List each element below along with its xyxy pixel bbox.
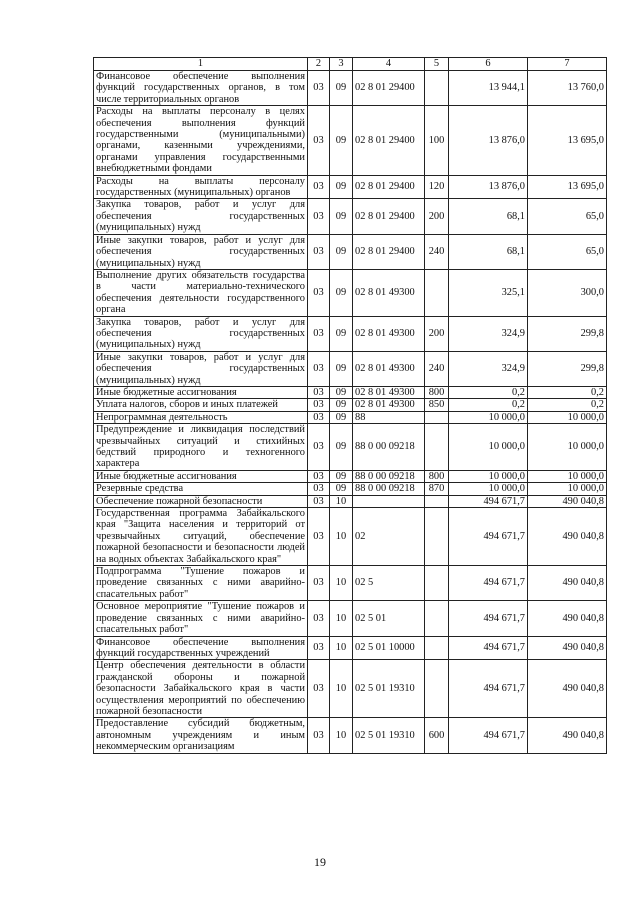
row-amount-year1: 494 671,7 bbox=[449, 660, 528, 718]
col-header-4: 4 bbox=[353, 58, 425, 71]
row-section: 03 bbox=[308, 316, 330, 351]
row-section: 03 bbox=[308, 269, 330, 316]
row-subsection: 09 bbox=[330, 106, 353, 175]
row-section: 03 bbox=[308, 718, 330, 753]
row-amount-year1: 68,1 bbox=[449, 199, 528, 234]
row-amount-year1: 10 000,0 bbox=[449, 470, 528, 482]
row-name: Государственная программа Забайкальского края "Защита населения и территорий от чрезвычайных ситуаций, обеспечение пожарной безопасности и безопасности людей на водных объектах Забайкальского края" bbox=[94, 508, 308, 566]
row-name: Резервные средства bbox=[94, 483, 308, 495]
row-section: 03 bbox=[308, 399, 330, 411]
row-section: 03 bbox=[308, 495, 330, 507]
row-target-code: 02 5 01 19310 bbox=[353, 718, 425, 753]
table-row bbox=[94, 470, 607, 482]
row-target-code: 02 8 01 29400 bbox=[353, 234, 425, 269]
row-subsection: 10 bbox=[330, 636, 353, 660]
row-subsection: 09 bbox=[330, 234, 353, 269]
row-amount-year2: 299,8 bbox=[528, 351, 607, 386]
row-amount-year2: 10 000,0 bbox=[528, 411, 607, 423]
row-expense-type bbox=[425, 424, 449, 471]
table-row bbox=[94, 566, 607, 601]
row-section: 03 bbox=[308, 508, 330, 566]
row-target-code: 02 8 01 29400 bbox=[353, 71, 425, 106]
row-name: Расходы на выплаты персоналу государственных (муниципальных) органов bbox=[94, 175, 308, 199]
row-subsection: 09 bbox=[330, 411, 353, 423]
table-row bbox=[94, 175, 607, 199]
row-target-code: 88 0 00 09218 bbox=[353, 424, 425, 471]
row-name: Иные бюджетные ассигнования bbox=[94, 386, 308, 398]
row-name: Иные закупки товаров, работ и услуг для обеспечения государственных (муниципальных) нужд bbox=[94, 234, 308, 269]
row-subsection: 09 bbox=[330, 269, 353, 316]
row-target-code: 02 8 01 49300 bbox=[353, 399, 425, 411]
row-name: Закупка товаров, работ и услуг для обеспечения государственных (муниципальных) нужд bbox=[94, 199, 308, 234]
row-name: Уплата налогов, сборов и иных платежей bbox=[94, 399, 308, 411]
row-amount-year1: 10 000,0 bbox=[449, 483, 528, 495]
row-subsection: 09 bbox=[330, 424, 353, 471]
row-subsection: 09 bbox=[330, 386, 353, 398]
row-expense-type bbox=[425, 566, 449, 601]
row-name: Центр обеспечения деятельности в области гражданской обороны и пожарной безопасности Забайкальского края в части осуществления мероприятий по обеспечению пожарной безопасности bbox=[94, 660, 308, 718]
table-row bbox=[94, 399, 607, 411]
row-amount-year1: 494 671,7 bbox=[449, 566, 528, 601]
row-amount-year2: 0,2 bbox=[528, 386, 607, 398]
row-amount-year1: 13 876,0 bbox=[449, 106, 528, 175]
col-header-7: 7 bbox=[528, 58, 607, 71]
row-amount-year2: 13 695,0 bbox=[528, 106, 607, 175]
row-subsection: 09 bbox=[330, 483, 353, 495]
table-row bbox=[94, 508, 607, 566]
row-target-code: 02 5 01 bbox=[353, 601, 425, 636]
col-header-3: 3 bbox=[330, 58, 353, 71]
row-section: 03 bbox=[308, 411, 330, 423]
row-subsection: 09 bbox=[330, 175, 353, 199]
row-expense-type: 870 bbox=[425, 483, 449, 495]
row-target-code: 02 8 01 49300 bbox=[353, 351, 425, 386]
row-target-code: 02 8 01 29400 bbox=[353, 199, 425, 234]
row-name: Обеспечение пожарной безопасности bbox=[94, 495, 308, 507]
row-section: 03 bbox=[308, 199, 330, 234]
row-amount-year1: 494 671,7 bbox=[449, 601, 528, 636]
row-amount-year1: 0,2 bbox=[449, 386, 528, 398]
row-name: Иные закупки товаров, работ и услуг для обеспечения государственных (муниципальных) нужд bbox=[94, 351, 308, 386]
row-amount-year2: 65,0 bbox=[528, 199, 607, 234]
table-row bbox=[94, 199, 607, 234]
row-target-code: 02 8 01 49300 bbox=[353, 316, 425, 351]
table-row bbox=[94, 636, 607, 660]
table-row bbox=[94, 351, 607, 386]
row-expense-type: 600 bbox=[425, 718, 449, 753]
row-subsection: 10 bbox=[330, 601, 353, 636]
row-subsection: 10 bbox=[330, 508, 353, 566]
row-amount-year1: 324,9 bbox=[449, 351, 528, 386]
row-amount-year2: 490 040,8 bbox=[528, 508, 607, 566]
col-header-2: 2 bbox=[308, 58, 330, 71]
row-expense-type: 120 bbox=[425, 175, 449, 199]
row-name: Непрограммная деятельность bbox=[94, 411, 308, 423]
row-target-code: 02 8 01 29400 bbox=[353, 106, 425, 175]
row-expense-type bbox=[425, 660, 449, 718]
row-expense-type bbox=[425, 601, 449, 636]
row-subsection: 09 bbox=[330, 470, 353, 482]
header-row bbox=[94, 58, 607, 71]
row-amount-year2: 65,0 bbox=[528, 234, 607, 269]
table-row bbox=[94, 495, 607, 507]
row-amount-year2: 299,8 bbox=[528, 316, 607, 351]
row-expense-type: 800 bbox=[425, 386, 449, 398]
row-target-code: 02 8 01 49300 bbox=[353, 269, 425, 316]
row-amount-year2: 490 040,8 bbox=[528, 566, 607, 601]
table-row bbox=[94, 424, 607, 471]
row-section: 03 bbox=[308, 660, 330, 718]
row-amount-year2: 300,0 bbox=[528, 269, 607, 316]
row-expense-type bbox=[425, 269, 449, 316]
budget-table bbox=[93, 57, 607, 754]
row-target-code: 02 8 01 49300 bbox=[353, 386, 425, 398]
row-amount-year2: 13 760,0 bbox=[528, 71, 607, 106]
table-row bbox=[94, 601, 607, 636]
table-row bbox=[94, 411, 607, 423]
row-target-code: 88 bbox=[353, 411, 425, 423]
row-section: 03 bbox=[308, 470, 330, 482]
row-section: 03 bbox=[308, 386, 330, 398]
row-amount-year1: 0,2 bbox=[449, 399, 528, 411]
row-target-code: 02 8 01 29400 bbox=[353, 175, 425, 199]
row-expense-type: 800 bbox=[425, 470, 449, 482]
row-target-code: 02 5 01 19310 bbox=[353, 660, 425, 718]
row-amount-year1: 68,1 bbox=[449, 234, 528, 269]
row-name: Иные бюджетные ассигнования bbox=[94, 470, 308, 482]
row-name: Закупка товаров, работ и услуг для обеспечения государственных (муниципальных) нужд bbox=[94, 316, 308, 351]
row-amount-year2: 10 000,0 bbox=[528, 470, 607, 482]
row-amount-year2: 10 000,0 bbox=[528, 483, 607, 495]
row-expense-type bbox=[425, 411, 449, 423]
row-expense-type bbox=[425, 495, 449, 507]
table-row bbox=[94, 234, 607, 269]
row-target-code: 02 5 01 10000 bbox=[353, 636, 425, 660]
row-expense-type: 240 bbox=[425, 234, 449, 269]
row-expense-type bbox=[425, 71, 449, 106]
row-name: Подпрограмма "Тушение пожаров и проведение связанных с ними аварийно-спасательных работ" bbox=[94, 566, 308, 601]
row-name: Финансовое обеспечение выполнения функций государственных учреждений bbox=[94, 636, 308, 660]
row-subsection: 09 bbox=[330, 199, 353, 234]
row-target-code: 02 bbox=[353, 508, 425, 566]
row-name: Расходы на выплаты персоналу в целях обеспечения выполнения функций государственными (муниципальными) органами, казенными учреждениями, органами управления государственными внебюджетными фондами bbox=[94, 106, 308, 175]
table-row bbox=[94, 386, 607, 398]
row-subsection: 09 bbox=[330, 316, 353, 351]
row-amount-year1: 494 671,7 bbox=[449, 636, 528, 660]
row-subsection: 10 bbox=[330, 718, 353, 753]
row-section: 03 bbox=[308, 483, 330, 495]
col-header-5: 5 bbox=[425, 58, 449, 71]
row-amount-year1: 494 671,7 bbox=[449, 508, 528, 566]
row-subsection: 10 bbox=[330, 566, 353, 601]
row-expense-type: 200 bbox=[425, 316, 449, 351]
table-row bbox=[94, 718, 607, 753]
row-name: Основное мероприятие "Тушение пожаров и проведение связанных с ними аварийно-спасательных работ" bbox=[94, 601, 308, 636]
row-name: Предупреждение и ликвидация последствий чрезвычайных ситуаций и стихийных бедствий природного и техногенного характера bbox=[94, 424, 308, 471]
row-expense-type: 200 bbox=[425, 199, 449, 234]
row-target-code: 88 0 00 09218 bbox=[353, 483, 425, 495]
row-target-code: 02 5 bbox=[353, 566, 425, 601]
row-name: Финансовое обеспечение выполнения функций государственных органов, в том числе территориальных органов bbox=[94, 71, 308, 106]
row-subsection: 10 bbox=[330, 660, 353, 718]
table-row bbox=[94, 316, 607, 351]
row-amount-year1: 13 876,0 bbox=[449, 175, 528, 199]
row-section: 03 bbox=[308, 601, 330, 636]
row-subsection: 09 bbox=[330, 71, 353, 106]
col-header-6: 6 bbox=[449, 58, 528, 71]
row-section: 03 bbox=[308, 175, 330, 199]
row-amount-year2: 490 040,8 bbox=[528, 636, 607, 660]
row-amount-year1: 494 671,7 bbox=[449, 495, 528, 507]
row-amount-year1: 13 944,1 bbox=[449, 71, 528, 106]
row-subsection: 10 bbox=[330, 495, 353, 507]
row-section: 03 bbox=[308, 636, 330, 660]
row-section: 03 bbox=[308, 106, 330, 175]
table-row bbox=[94, 660, 607, 718]
row-amount-year2: 490 040,8 bbox=[528, 718, 607, 753]
row-amount-year2: 10 000,0 bbox=[528, 424, 607, 471]
row-amount-year1: 324,9 bbox=[449, 316, 528, 351]
row-amount-year1: 10 000,0 bbox=[449, 424, 528, 471]
row-section: 03 bbox=[308, 424, 330, 471]
row-amount-year2: 13 695,0 bbox=[528, 175, 607, 199]
row-amount-year2: 490 040,8 bbox=[528, 495, 607, 507]
row-subsection: 09 bbox=[330, 351, 353, 386]
row-expense-type bbox=[425, 636, 449, 660]
row-amount-year1: 494 671,7 bbox=[449, 718, 528, 753]
page-number: 19 bbox=[314, 855, 326, 869]
row-amount-year1: 10 000,0 bbox=[449, 411, 528, 423]
row-amount-year2: 0,2 bbox=[528, 399, 607, 411]
col-header-1: 1 bbox=[94, 58, 308, 71]
table-row bbox=[94, 269, 607, 316]
row-subsection: 09 bbox=[330, 399, 353, 411]
row-section: 03 bbox=[308, 566, 330, 601]
row-amount-year1: 325,1 bbox=[449, 269, 528, 316]
row-expense-type bbox=[425, 508, 449, 566]
row-section: 03 bbox=[308, 71, 330, 106]
row-amount-year2: 490 040,8 bbox=[528, 660, 607, 718]
row-name: Предоставление субсидий бюджетным, автономным учреждениям и иным некоммерческим организациям bbox=[94, 718, 308, 753]
row-name: Выполнение других обязательств государства в части материально-технического обеспечения деятельности государственного органа bbox=[94, 269, 308, 316]
row-expense-type: 240 bbox=[425, 351, 449, 386]
row-expense-type: 850 bbox=[425, 399, 449, 411]
row-target-code bbox=[353, 495, 425, 507]
row-amount-year2: 490 040,8 bbox=[528, 601, 607, 636]
row-section: 03 bbox=[308, 351, 330, 386]
row-expense-type: 100 bbox=[425, 106, 449, 175]
table-row bbox=[94, 71, 607, 106]
table-row bbox=[94, 106, 607, 175]
row-target-code: 88 0 00 09218 bbox=[353, 470, 425, 482]
table-row bbox=[94, 483, 607, 495]
row-section: 03 bbox=[308, 234, 330, 269]
